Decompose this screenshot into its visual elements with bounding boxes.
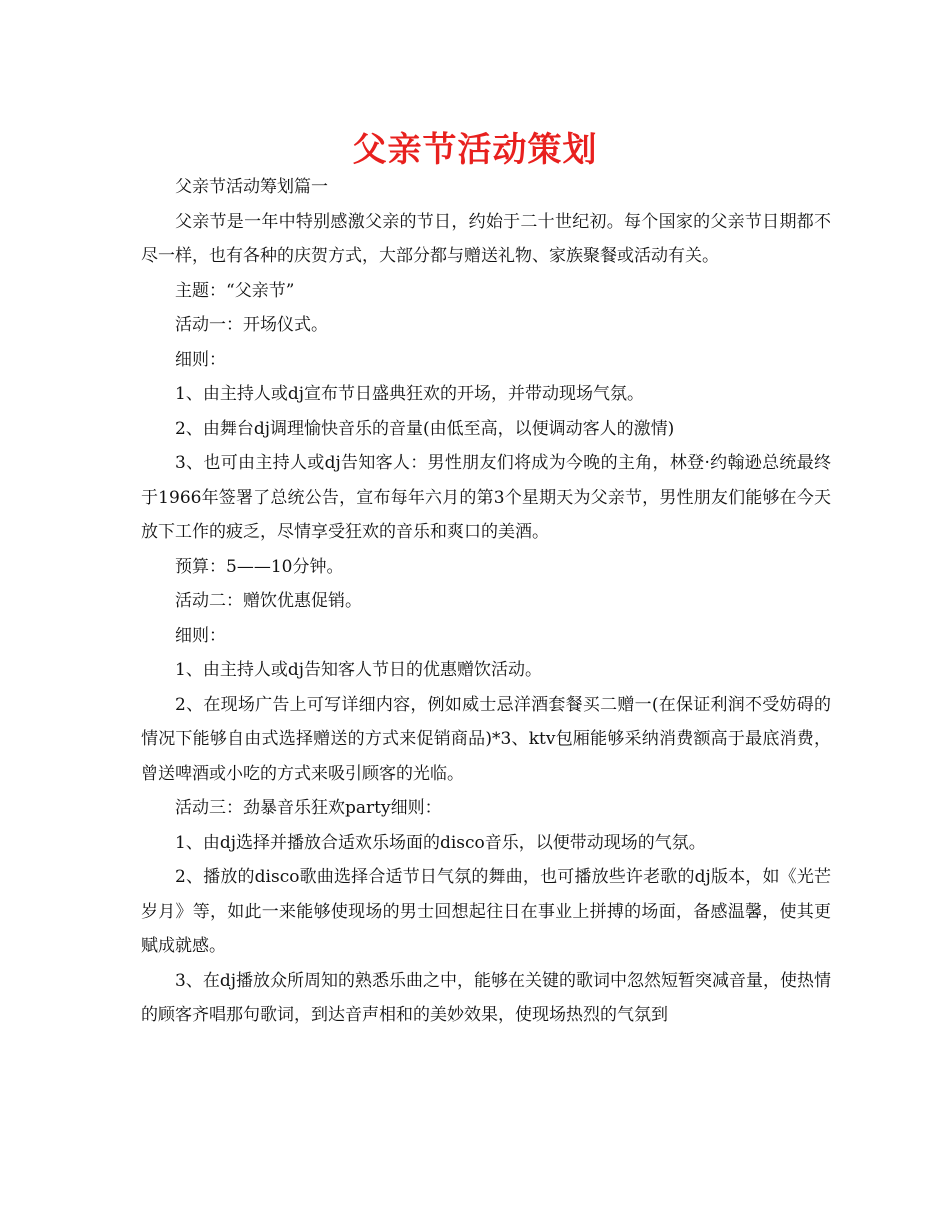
paragraph-budget: 预算：5——10分钟。 [175,556,344,577]
paragraph-rules-1: 细则： [175,349,226,370]
document-title: 父亲节活动策划 [352,130,598,170]
paragraph-rule-2-1: 1、由主持人或dj告知客人节日的优惠赠饮活动。 [175,660,542,680]
paragraph-subtitle: 父亲节活动筹划篇一 [175,177,328,197]
paragraph-rule-1-3: 3、也可由主持人或dj告知客人：男性朋友们将成为今晚的主角，林登·约翰逊总统最终于1966年签署了总统公告，宣布每年六月的第3个星期天为父亲节，男性朋友们能够在今天放下工作的疲乏，尽情享受狂欢的音乐和爽口的美酒。 [141,453,831,542]
paragraph-intro: 父亲节是一年中特别感激父亲的节日，约始于二十世纪初。每个国家的父亲节日期都不尽一样，也有各种的庆贺方式，大部分都与赠送礼物、家族聚餐或活动有关。 [141,211,831,266]
paragraph-rule-2-2: 2、在现场广告上可写详细内容，例如威士忌洋酒套餐买二赠一(在保证利润不受妨碍的情况下能够自由式选择赠送的方式来促销商品)*3、ktv包厢能够采纳消费额高于最底消费，曾送啤酒或小吃的方式来吸引顾客的光临。 [141,694,831,784]
paragraph-activity-1: 活动一：开场仪式。 [175,315,328,335]
paragraph-rule-1-1: 1、由主持人或dj宣布节日盛典狂欢的开场，并带动现场气氛。 [175,384,644,404]
paragraph-activity-2: 活动二：赠饮优惠促销。 [175,591,362,611]
paragraph-activity-3: 活动三：劲暴音乐狂欢party细则： [175,798,442,818]
paragraph-rule-3-2: 2、播放的disco歌曲选择合适节日气氛的舞曲，也可播放些许老歌的dj版本，如《光芒岁月》等，如此一来能够使现场的男士回想起往日在事业上拼搏的场面，备感温馨，使其更赋成就感。 [141,867,831,956]
paragraph-rule-1-2: 2、由舞台dj调理愉快音乐的音量(由低至高，以便调动客人的激情) [175,418,675,439]
paragraph-rules-2: 细则： [175,625,226,646]
paragraph-rule-3-1: 1、由dj选择并播放合适欢乐场面的disco音乐，以便带动现场的气氛。 [175,832,706,853]
document-body [141,170,831,1033]
paragraph-theme: 主题：“父亲节” [175,280,295,301]
paragraph-rule-3-3: 3、在dj播放众所周知的熟悉乐曲之中，能够在关键的歌词中忽然短暂突减音量，使热情的顾客齐唱那句歌词，到达音声相和的美妙效果，使现场热烈的气氛到 [141,970,831,1025]
